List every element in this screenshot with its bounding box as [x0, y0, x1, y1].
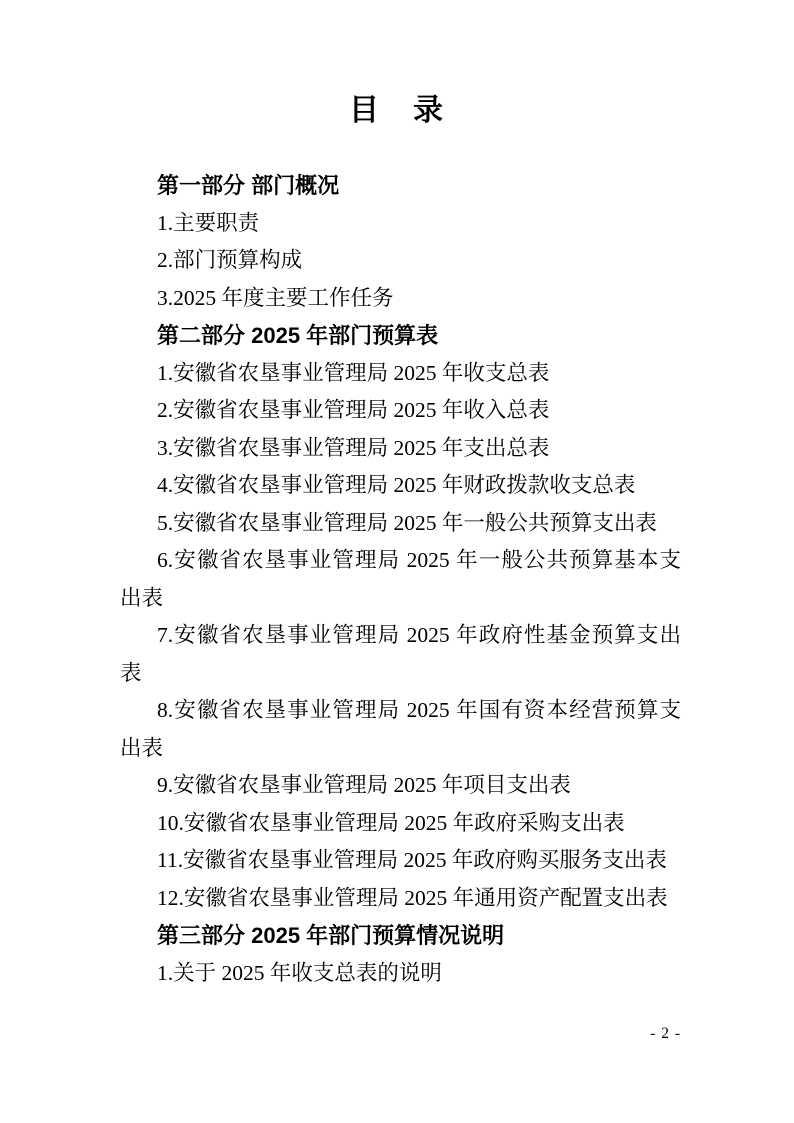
- toc-line-item: 3.2025 年度主要工作任务: [157, 285, 394, 310]
- toc-line-item: 3.安徽省农垦事业管理局 2025 年支出总表: [157, 435, 550, 460]
- toc-line-heading: 第三部分 2025 年部门预算情况说明: [157, 923, 505, 948]
- toc-line-item: 7.安徽省农垦事业管理局 2025 年政府性基金预算支出: [157, 623, 681, 647]
- toc-line-item: 5.安徽省农垦事业管理局 2025 年一般公共预算支出表: [157, 510, 657, 535]
- table-of-contents: [120, 167, 681, 992]
- document-title: 目 录: [349, 94, 445, 127]
- toc-line-item: 2.部门预算构成: [157, 248, 303, 272]
- page-number: - 2 -: [650, 1025, 681, 1042]
- toc-line-item: 2.安徽省农垦事业管理局 2025 年收入总表: [157, 398, 550, 422]
- toc-line-heading: 第二部分 2025 年部门预算表: [157, 323, 439, 348]
- toc-line-item: 10.安徽省农垦事业管理局 2025 年政府采购支出表: [157, 810, 625, 835]
- toc-line-item: 1.主要职责: [157, 210, 260, 235]
- toc-line-item: 1.安徽省农垦事业管理局 2025 年收支总表: [157, 360, 550, 385]
- toc-line-wrap: 出表: [120, 585, 164, 610]
- toc-line-heading: 第一部分 部门概况: [157, 173, 340, 198]
- toc-line-item: 12.安徽省农垦事业管理局 2025 年通用资产配置支出表: [157, 885, 668, 910]
- toc-line-item: 11.安徽省农垦事业管理局 2025 年政府购买服务支出表: [157, 848, 667, 872]
- toc-line-wrap: 表: [120, 660, 142, 685]
- toc-line-wrap: 出表: [120, 735, 164, 760]
- toc-line-item: 4.安徽省农垦事业管理局 2025 年财政拨款收支总表: [157, 473, 636, 497]
- toc-line-item: 8.安徽省农垦事业管理局 2025 年国有资本经营预算支: [157, 698, 681, 722]
- toc-line-item: 9.安徽省农垦事业管理局 2025 年项目支出表: [157, 773, 571, 797]
- toc-line-item: 1.关于 2025 年收支总表的说明: [157, 960, 442, 985]
- toc-line-item: 6.安徽省农垦事业管理局 2025 年一般公共预算基本支: [157, 548, 681, 572]
